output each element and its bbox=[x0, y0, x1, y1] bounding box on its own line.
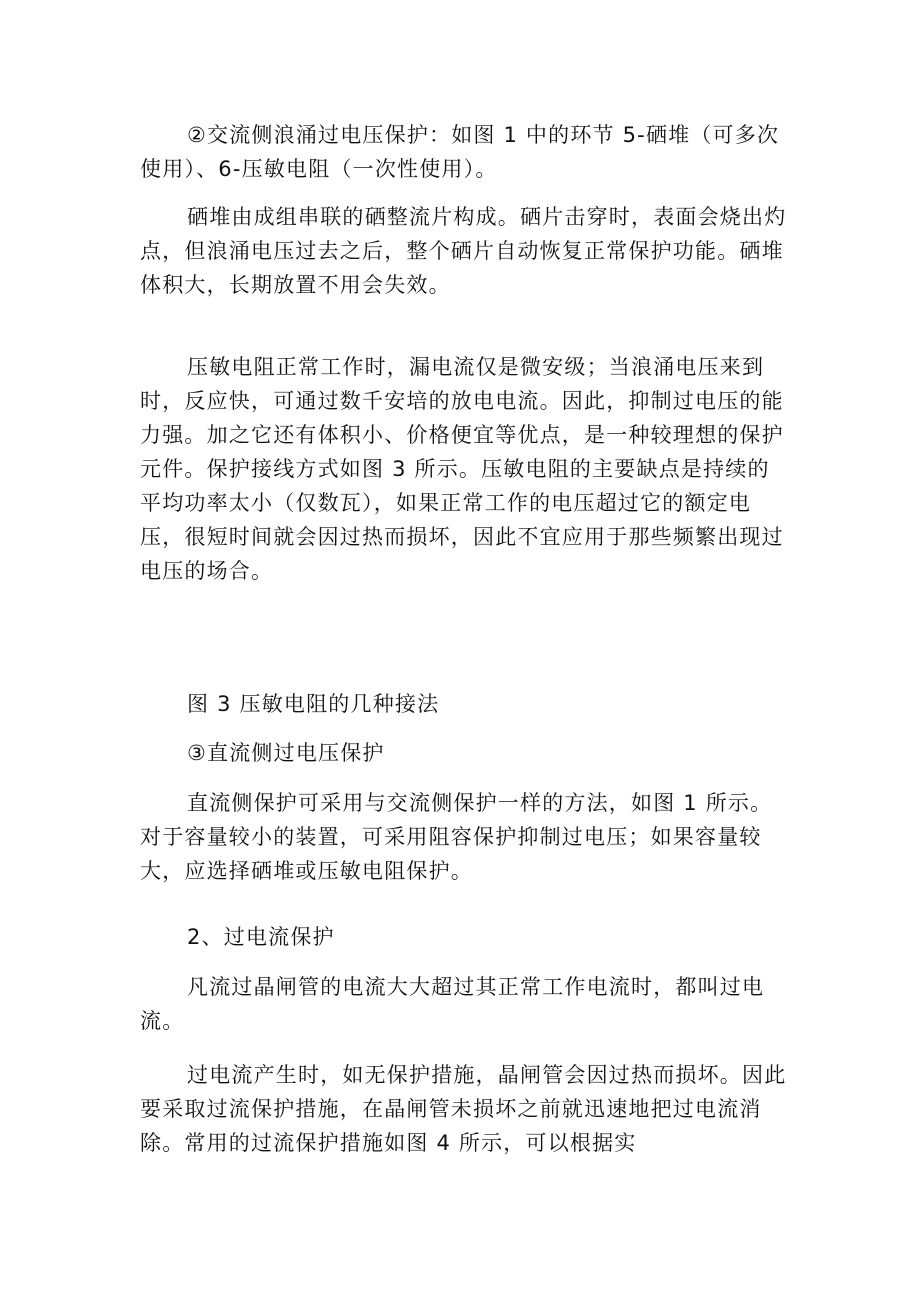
paragraph-selenium-stack: 硒堆由成组串联的硒整流片构成。硒片击穿时，表面会烧出灼点，但浪涌电压过去之后，整个硒片自动恢复正常保护功能。硒堆体积大，长期放置不用会失效。 bbox=[140, 205, 787, 297]
paragraph-overcurrent-definition: 凡流过晶闸管的电流大大超过其正常工作电流时，都叫过电流。 bbox=[140, 975, 765, 1033]
figure-caption: 图 3 压敏电阻的几种接法 bbox=[187, 692, 440, 716]
paragraph-overcurrent-measures: 过电流产生时，如无保护措施，晶闸管会因过热而损坏。因此要采取过流保护措施，在晶闸管未损坏之前就迅速地把过电流消除。常用的过流保护措施如图 4 所示，可以根据实 bbox=[140, 1063, 787, 1155]
heading-overcurrent-protection: 2、过电流保护 bbox=[187, 925, 335, 949]
heading-dc-overvoltage: ③直流侧过电压保护 bbox=[187, 741, 385, 765]
paragraph-ac-surge-protection: ②交流侧浪涌过电压保护：如图 1 中的环节 5-硒堆（可多次使用）、6-压敏电阻（一次性使用）。 bbox=[140, 123, 780, 181]
paragraph-varistor: 压敏电阻正常工作时，漏电流仅是微安级；当浪涌电压来到时，反应快，可通过数千安培的放电电流。因此，抑制过电压的能力强。加之它还有体积小、价格便宜等优点，是一种较理想的保护元件。保护接线方式如图 3 所示。压敏电阻的主要缺点是持续的平均功率太小（仅数瓦），如果正常工作的电压超过它的额定电压，很短时间就会因过热而损坏，因此不宜应用于那些频繁出现过电压的场合。 bbox=[140, 355, 784, 583]
paragraph-dc-protection: 直流侧保护可采用与交流侧保护一样的方法，如图 1 所示。对于容量较小的装置，可采用阻容保护抑制过电压；如果容量较大，应选择硒堆或压敏电阻保护。 bbox=[140, 791, 773, 883]
